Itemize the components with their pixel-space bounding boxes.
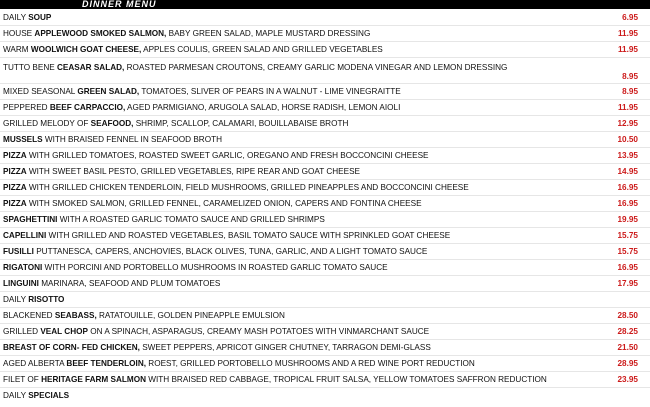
menu-item-name: LINGUINI — [3, 279, 39, 288]
menu-item-row — [0, 372, 650, 388]
menu-item-row — [0, 84, 650, 100]
menu-item-description — [3, 263, 388, 273]
menu-item-row — [0, 196, 650, 212]
menu-item-row — [0, 324, 650, 340]
menu-item-details: SHRIMP, SCALLOP, CALAMARI, BOUILLABAISE BROTH — [133, 119, 349, 128]
menu-item-price: 15.75 — [617, 247, 638, 256]
menu-item-description — [3, 231, 450, 241]
menu-item-row — [0, 164, 650, 180]
menu-item-details: ROEST, GRILLED PORTOBELLO MUSHROOMS AND A RED WINE PORT REDUCTION — [146, 359, 475, 368]
menu-item-prefix: DAILY — [3, 391, 29, 400]
menu-item-price: 28.25 — [617, 327, 638, 336]
menu-item-name: RISOTTO — [28, 295, 65, 304]
menu-item-description — [3, 295, 64, 305]
menu-item-details: WITH SWEET BASIL PESTO, GRILLED VEGETABLES, RIPE REAR AND GOAT CHEESE — [26, 167, 361, 176]
menu-item-description — [3, 151, 429, 161]
menu-item-price: 15.75 — [617, 231, 638, 240]
menu-item-price: 14.95 — [617, 167, 638, 176]
menu-item-price: 13.95 — [617, 151, 638, 160]
menu-item-description — [3, 247, 427, 257]
menu-item-price: 8.95 — [622, 87, 638, 96]
menu-item-name: SPECIALS — [28, 391, 70, 400]
menu-item-description — [3, 343, 431, 353]
menu-item-details: AGED PARMIGIANO, ARUGOLA SALAD, HORSE RADISH, LEMON AIOLI — [125, 103, 401, 112]
menu-item-row — [0, 180, 650, 196]
menu-item-name: BEEF CARPACCIO, — [49, 103, 126, 112]
menu-item-name: VEAL CHOP — [40, 327, 88, 336]
menu-item-row — [0, 244, 650, 260]
menu-item-name: GREEN SALAD, — [77, 87, 140, 96]
menu-item-price: 28.50 — [617, 311, 638, 320]
menu-item-price: 16.95 — [617, 199, 638, 208]
menu-item-description — [3, 63, 507, 73]
menu-item-row — [0, 212, 650, 228]
menu-item-price: 16.95 — [617, 263, 638, 272]
menu-item-price: 23.95 — [617, 375, 638, 384]
menu-item-details: ON A SPINACH, ASPARAGUS, CREAMY MASH POTATOES WITH VINMARCHANT SAUCE — [87, 327, 430, 336]
menu-item-name: SOUP — [28, 13, 52, 22]
menu-item-details: WITH SMOKED SALMON, GRILLED FENNEL, CARAMELIZED ONION, CAPERS AND FONTINA CHEESE — [26, 199, 422, 208]
menu-item-name: BEEF TENDERLOIN, — [66, 359, 147, 368]
menu-item-row — [0, 58, 650, 84]
menu-item-name: FUSILLI — [3, 247, 34, 256]
menu-item-row — [0, 100, 650, 116]
menu-item-details: RATATOUILLE, GOLDEN PINEAPPLE EMULSION — [96, 311, 285, 320]
menu-item-name: PIZZA — [3, 199, 27, 208]
menu-item-prefix: AGED ALBERTA — [3, 359, 67, 368]
menu-item-description — [3, 279, 220, 289]
menu-item-description — [3, 13, 51, 23]
menu-item-description — [3, 87, 401, 97]
menu-item-prefix: DAILY — [3, 295, 29, 304]
menu-item-price: 21.50 — [617, 343, 638, 352]
menu-item-details: WITH BRAISED FENNEL IN SEAFOOD BROTH — [42, 135, 222, 144]
menu-item-price: 17.95 — [617, 279, 638, 288]
menu-item-row — [0, 148, 650, 164]
menu-item-row — [0, 10, 650, 26]
menu-item-prefix: GRILLED — [3, 327, 41, 336]
menu-item-row — [0, 42, 650, 58]
menu-item-prefix: FILET OF — [3, 375, 42, 384]
menu-item-price: 11.95 — [617, 103, 638, 112]
menu-item-prefix: WARM — [3, 45, 31, 54]
menu-item-name: CEASAR SALAD, — [56, 63, 125, 72]
menu-item-name: BREAST OF CORN- FED CHICKEN, — [3, 343, 140, 352]
menu-item-description — [3, 215, 325, 225]
menu-item-details: PUTTANESCA, CAPERS, ANCHOVIES, BLACK OLIVES, TUNA, GARLIC, AND A LIGHT TOMATO SAUCE — [33, 247, 428, 256]
menu-item-row — [0, 276, 650, 292]
menu-item-price: 8.95 — [622, 72, 638, 81]
menu-item-description — [3, 103, 400, 113]
menu-item-name: PIZZA — [3, 167, 27, 176]
menu-item-price: 6.95 — [622, 13, 638, 22]
menu-item-row — [0, 292, 650, 308]
menu-item-prefix: TUTTO BENE — [3, 63, 57, 72]
menu-item-prefix: BLACKENED — [3, 311, 55, 320]
menu-item-row — [0, 26, 650, 42]
menu-item-price: 11.95 — [617, 29, 638, 38]
menu-item-row — [0, 260, 650, 276]
menu-item-name: WOOLWICH GOAT CHEESE, — [30, 45, 142, 54]
menu-item-details: MARINARA, SEAFOOD AND PLUM TOMATOES — [38, 279, 221, 288]
menu-item-row — [0, 116, 650, 132]
menu-item-row — [0, 132, 650, 148]
menu-item-price: 10.50 — [617, 135, 638, 144]
menu-item-description — [3, 359, 475, 369]
menu-item-price: 11.95 — [617, 45, 638, 54]
menu-item-description — [3, 199, 422, 209]
menu-item-description — [3, 327, 429, 337]
menu-item-prefix: MIXED SEASONAL — [3, 87, 78, 96]
menu-header-bar — [0, 0, 650, 9]
menu-item-row — [0, 388, 650, 404]
menu-items-list — [0, 10, 650, 404]
menu-item-name: MUSSELS — [3, 135, 43, 144]
menu-item-details: BABY GREEN SALAD, MAPLE MUSTARD DRESSING — [166, 29, 371, 38]
menu-item-description — [3, 119, 348, 129]
menu-item-price: 28.95 — [617, 359, 638, 368]
menu-item-description — [3, 29, 370, 39]
menu-item-details: APPLES COULIS, GREEN SALAD AND GRILLED VEGETABLES — [141, 45, 383, 54]
menu-item-details: WITH PORCINI AND PORTOBELLO MUSHROOMS IN ROASTED GARLIC TOMATO SAUCE — [42, 263, 388, 272]
menu-item-price: 19.95 — [617, 215, 638, 224]
menu-item-name: HERITAGE FARM SALMON — [41, 375, 146, 384]
menu-item-name: SEAFOOD, — [90, 119, 134, 128]
menu-item-price: 12.95 — [617, 119, 638, 128]
menu-item-name: SPAGHETTINI — [3, 215, 58, 224]
menu-item-price: 16.95 — [617, 183, 638, 192]
menu-item-row — [0, 356, 650, 372]
menu-item-prefix: HOUSE — [3, 29, 35, 38]
menu-item-prefix: PEPPERED — [3, 103, 50, 112]
menu-item-name: RIGATONI — [3, 263, 43, 272]
menu-item-description — [3, 311, 285, 321]
menu-item-description — [3, 167, 360, 177]
menu-item-description — [3, 391, 69, 401]
menu-item-details: ROASTED PARMESAN CROUTONS, CREAMY GARLIC MODENA VINEGAR AND LEMON DRESSING — [124, 63, 508, 72]
menu-item-name: APPLEWOOD SMOKED SALMON, — [34, 29, 167, 38]
menu-item-name: CAPELLINI — [3, 231, 47, 240]
menu-item-name: SEABASS, — [54, 311, 97, 320]
menu-item-name: PIZZA — [3, 151, 27, 160]
menu-item-row — [0, 308, 650, 324]
menu-title: DINNER MENU — [82, 0, 157, 9]
menu-item-row — [0, 340, 650, 356]
menu-item-prefix: DAILY — [3, 13, 29, 22]
menu-item-description — [3, 183, 469, 193]
menu-item-description — [3, 45, 383, 55]
menu-item-description — [3, 135, 222, 145]
menu-item-details: WITH GRILLED TOMATOES, ROASTED SWEET GARLIC, OREGANO AND FRESH BOCCONCINI CHEESE — [26, 151, 429, 160]
menu-item-details: SWEET PEPPERS, APRICOT GINGER CHUTNEY, TARRAGON DEMI-GLASS — [139, 343, 431, 352]
menu-item-row — [0, 228, 650, 244]
menu-item-details: WITH GRILLED AND ROASTED VEGETABLES, BASIL TOMATO SAUCE WITH SPRINKLED GOAT CHEESE — [46, 231, 451, 240]
menu-item-details: WITH GRILLED CHICKEN TENDERLOIN, FIELD MUSHROOMS, GRILLED PINEAPPLES AND BOCCONCINI CHEESE — [26, 183, 469, 192]
menu-item-prefix: GRILLED MELODY OF — [3, 119, 91, 128]
menu-item-description — [3, 375, 547, 385]
menu-item-details: WITH A ROASTED GARLIC TOMATO SAUCE AND GRILLED SHRIMPS — [57, 215, 325, 224]
menu-item-details: TOMATOES, SLIVER OF PEARS IN A WALNUT - LIME VINEGRAITTE — [139, 87, 401, 96]
menu-item-name: PIZZA — [3, 183, 27, 192]
menu-item-details: WITH BRAISED RED CABBAGE, TROPICAL FRUIT SALSA, YELLOW TOMATOES SAFFRON REDUCTION — [146, 375, 547, 384]
